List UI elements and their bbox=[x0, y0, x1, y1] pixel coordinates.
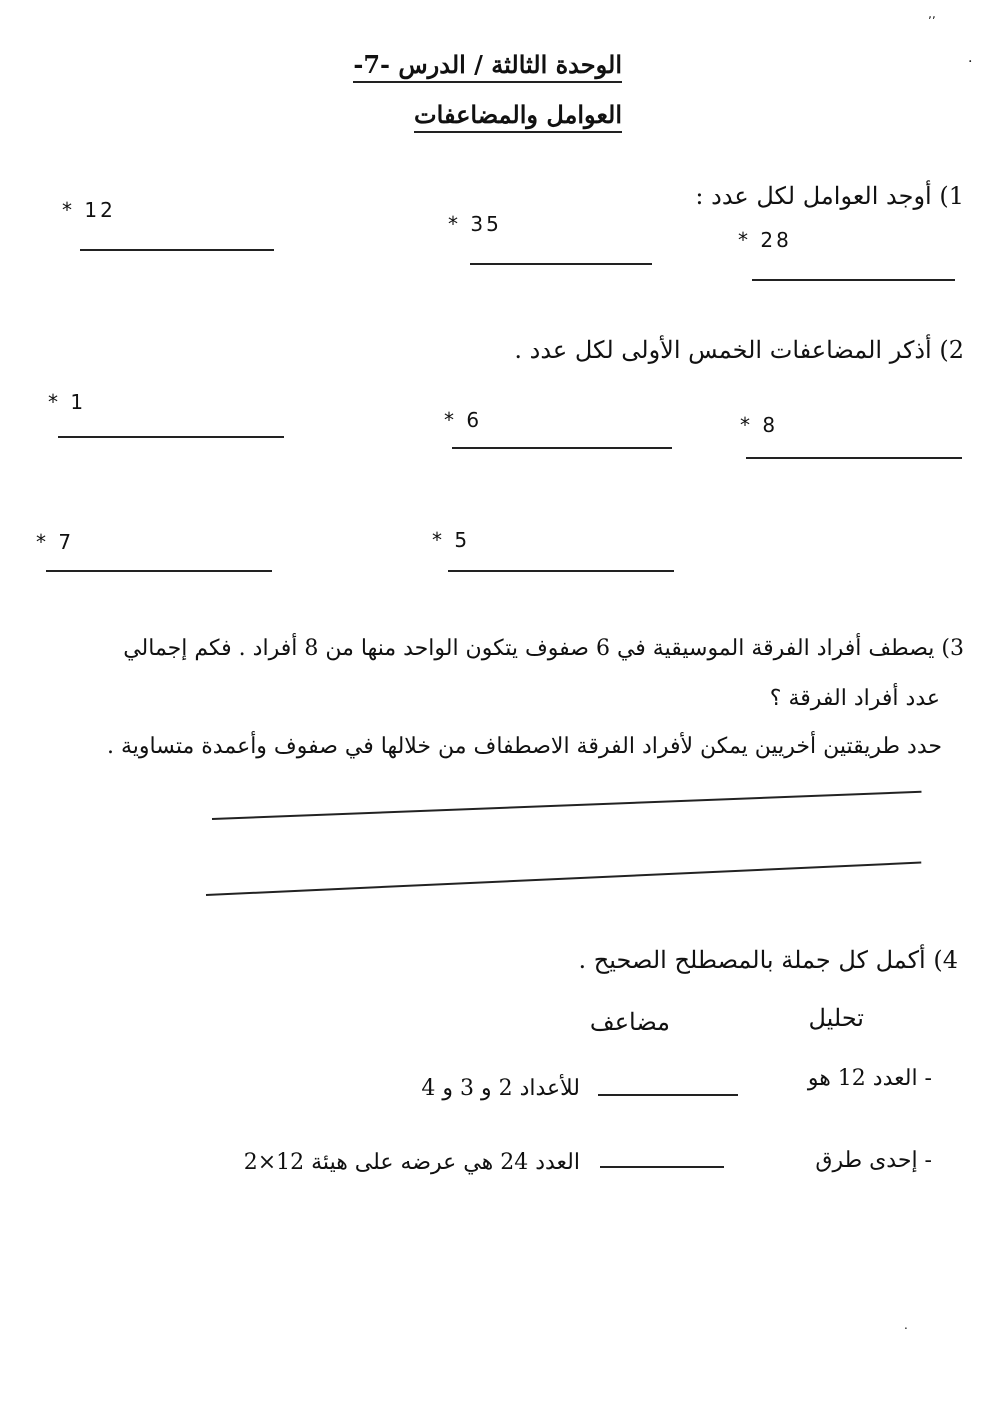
q3-line1: 3) يصطف أفراد الفرقة الموسيقية في 6 صفوف يتكون الواحد منها من 8 أفراد . فكم إجمالي bbox=[123, 636, 964, 661]
q2-answer-line-5[interactable] bbox=[448, 570, 674, 572]
q3-line3: حدد طريقتين أخريين يمكن لأفراد الفرقة الاصطفاف من خلالها في صفوف وأعمدة متساوية . bbox=[107, 734, 942, 759]
q1-answer-line-28[interactable] bbox=[752, 279, 955, 281]
q2-prompt: 2) أذكر المضاعفات الخمس الأولى لكل عدد . bbox=[514, 336, 964, 364]
q4-s1-end: للأعداد 2 و 3 و 4 bbox=[421, 1076, 580, 1101]
q1-answer-line-35[interactable] bbox=[470, 263, 652, 265]
unit-lesson-title: الوحدة الثالثة / الدرس -7- bbox=[353, 50, 622, 83]
q4-s1-start: - العدد 12 هو bbox=[807, 1066, 932, 1091]
q2-answer-line-8[interactable] bbox=[746, 457, 962, 459]
q2-item-7: * 7 bbox=[36, 530, 75, 554]
q4-s2-end: العدد 24 هي عرضه على هيئة 12×2 bbox=[243, 1150, 580, 1175]
q2-item-5: * 5 bbox=[432, 528, 471, 552]
q4-s2-start: - إحدى طرق bbox=[815, 1148, 932, 1173]
q3-line2: عدد أفراد الفرقة ؟ bbox=[769, 686, 940, 711]
q2-item-8: * 8 bbox=[740, 413, 779, 437]
q1-prompt: 1) أوجد العوامل لكل عدد : bbox=[695, 182, 964, 210]
q4-word-mudaaf: مضاعف bbox=[589, 1008, 670, 1036]
corner-speck: ٬٬ bbox=[928, 14, 936, 28]
q1-item-28: * 28 bbox=[738, 228, 792, 252]
q1-answer-line-12[interactable] bbox=[80, 249, 274, 251]
q2-answer-line-7[interactable] bbox=[46, 570, 272, 572]
q2-answer-line-1[interactable] bbox=[58, 436, 284, 438]
corner-dot: . bbox=[968, 50, 973, 66]
q3-answer-line-1[interactable] bbox=[212, 791, 922, 820]
q4-word-tahlil: تحليل bbox=[808, 1004, 864, 1032]
bottom-dot: . bbox=[904, 1318, 908, 1332]
q2-item-6: * 6 bbox=[444, 408, 483, 432]
topic-title: العوامل والمضاعفات bbox=[414, 100, 622, 133]
q4-s2-blank[interactable] bbox=[600, 1166, 724, 1168]
q4-s1-blank[interactable] bbox=[598, 1094, 738, 1096]
q2-answer-line-6[interactable] bbox=[452, 447, 672, 449]
q2-item-1: * 1 bbox=[48, 390, 87, 414]
q4-prompt: 4) أكمل كل جملة بالمصطلح الصحيح . bbox=[578, 946, 958, 974]
q1-item-35: * 35 bbox=[448, 212, 502, 236]
q1-item-12: * 12 bbox=[62, 198, 116, 222]
q3-answer-line-2[interactable] bbox=[206, 862, 921, 896]
